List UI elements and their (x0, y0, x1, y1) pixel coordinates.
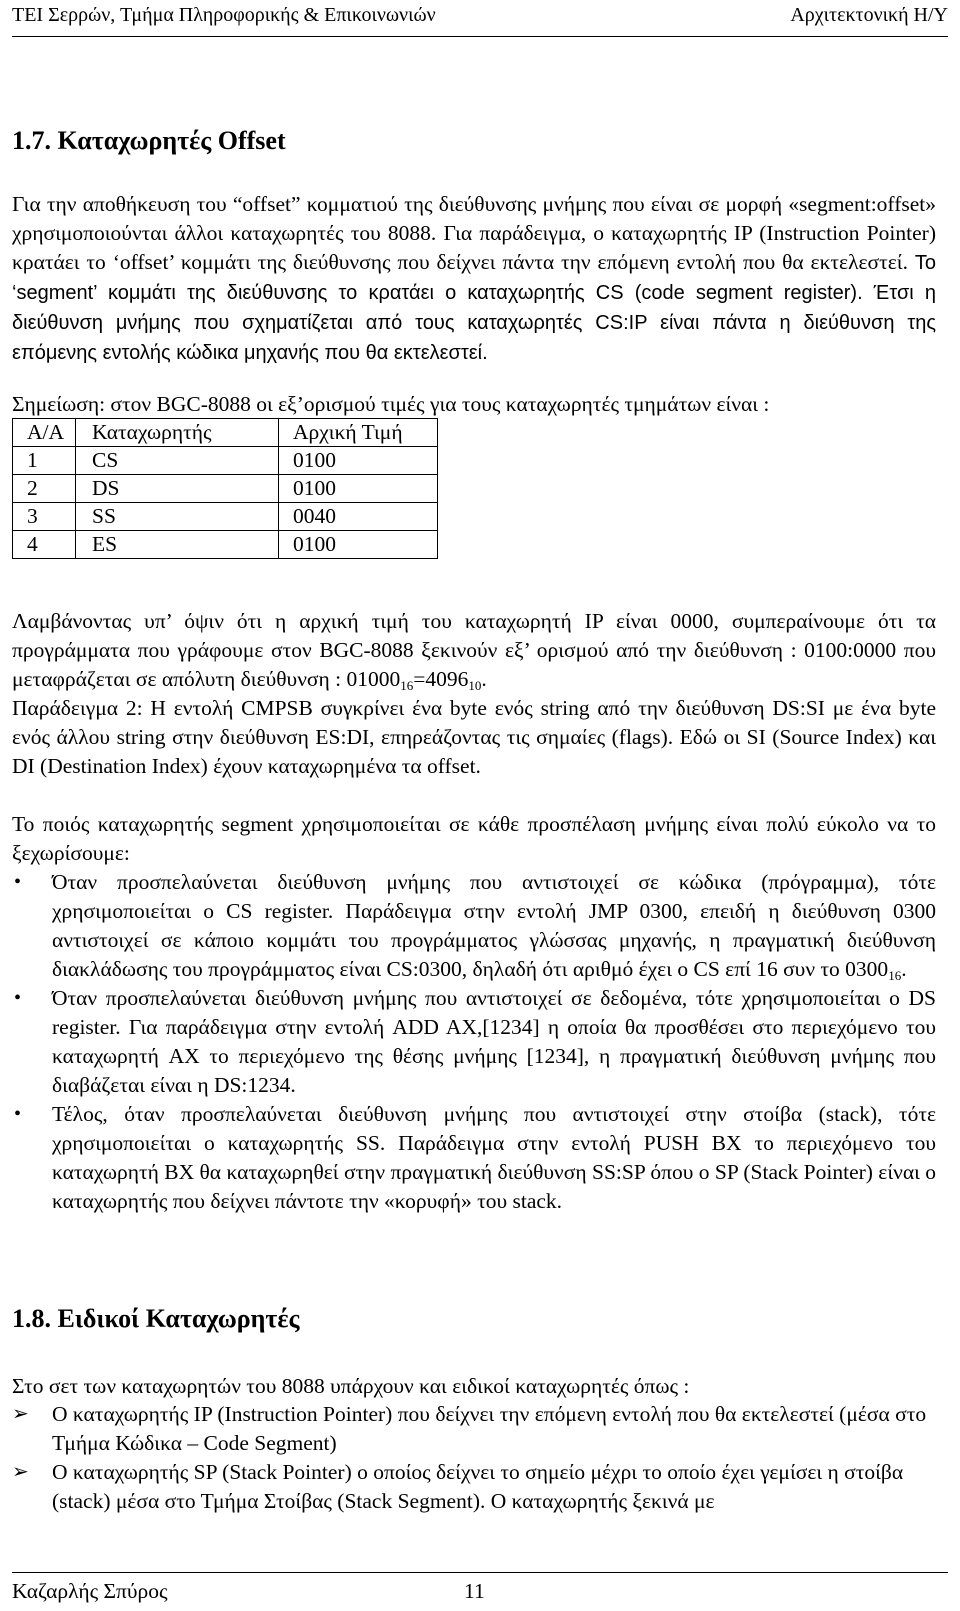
page-number: 11 (464, 1579, 485, 1603)
page-footer (12, 1572, 948, 1609)
table-row (13, 503, 438, 531)
table-cell-value: 0100 (279, 447, 438, 475)
table-cell-register: CS (76, 447, 279, 475)
table-cell-value: 0100 (279, 475, 438, 503)
table-cell-register: ES (76, 531, 279, 559)
table-cell-index: 3 (13, 503, 76, 531)
table-header-cell: Καταχωρητής (76, 419, 279, 447)
list-item (12, 1100, 936, 1216)
list-item (12, 1458, 936, 1516)
section-title-offset-registers: 1.7. Καταχωρητές Offset (12, 126, 286, 155)
list-item-text: Ο καταχωρητής SP (Stack Pointer) ο οποίος δείχνει το σημείο μέχρι το οποίο έχει γεμίσει η στοίβα (stack) μέσα στο Τμήμα Στοίβας (Stack Segment). Ο καταχωρητής ξεκινά με (52, 1460, 904, 1513)
table-header-cell: Α/Α (13, 419, 76, 447)
list-item-text: Ο καταχωρητής IP (Instruction Pointer) που δείχνει την επόμενη εντολή που θα εκτελεστεί (μέσα στο Τμήμα Κώδικα – Code Segment) (52, 1402, 927, 1455)
paragraph-example-cmpsb: Παράδειγμα 2: Η εντολή CMPSB συγκρίνει ένα byte ενός string από την διεύθυνση DS:SI με ένα byte ενός άλλου string στην διεύθυνση ES:DI, επηρεάζοντας τις σημαίες (flags). Εδώ οι SI (Source Index) και DI (Destination Index) έχουν καταχωρημένα τα offset. (12, 696, 936, 778)
table-cell-index: 2 (13, 475, 76, 503)
segment-register-table (12, 418, 438, 559)
table-cell-index: 4 (13, 531, 76, 559)
paragraph-ip-default (12, 607, 936, 694)
text-period: . (901, 957, 907, 981)
subscript-base10: 10 (468, 678, 482, 693)
sentence-cs: Το ‘segment’ κομμάτι της διεύθυνσης το κρατάει ο καταχωρητής CS (code segment register). (12, 252, 937, 304)
paragraph-special-intro: Στο σετ των καταχωρητών του 8088 υπάρχουν και ειδικοί καταχωρητές όπως : (12, 1374, 690, 1398)
bullet-icon: • (14, 871, 22, 893)
table-row (13, 475, 438, 503)
table-cell-value: 0100 (279, 531, 438, 559)
table-row (13, 531, 438, 559)
sentence-ip: Για παράδειγμα, ο καταχωρητής IP (Instruction Pointer) κρατάει το ‘offset’ κομμάτι της διεύθυνσης που δείχνει πάντα την επόμενη εντολή που θα εκτελεστεί. (12, 221, 936, 274)
special-registers-list (12, 1400, 936, 1516)
paragraph-segment-selection: Το ποιός καταχωρητής segment χρησιμοποιείται σε κάθε προσπέλαση μνήμης είναι πολύ εύκολο να το ξεχωρίσουμε: (12, 812, 936, 865)
list-item (12, 868, 936, 984)
text-ip-default: Λαμβάνοντας υπ’ όψιν ότι η αρχική τιμή του καταχωρητή IP είναι 0000, συμπεραίνουμε ότι τα προγράμματα που γράφουμε στον BGC-8088 ξεκινούν εξ’ ορισμού από την διεύθυνση : 0100:0000 που μεταφράζεται σε απόλυτη διεύθυνση : 01000 (12, 609, 936, 691)
table-header-cell: Αρχική Τιμή (279, 419, 438, 447)
table-header-row (13, 419, 438, 447)
arrow-bullet-icon: ➢ (12, 1403, 29, 1425)
text-decimal-eq: =4096 (413, 667, 469, 691)
list-item (12, 984, 936, 1100)
segment-usage-list (12, 868, 936, 1216)
table-row (13, 447, 438, 475)
subscript-base16: 16 (400, 678, 414, 693)
arrow-bullet-icon: ➢ (12, 1461, 29, 1483)
bullet-icon: • (14, 1103, 22, 1125)
subscript-base16: 16 (888, 968, 902, 983)
note-default-values: Σημείωση: στον BGC-8088 οι εξ’ορισμού τιμές για τους καταχωρητές τμημάτων είναι : (12, 392, 770, 416)
table-cell-register: SS (76, 503, 279, 531)
table-cell-index: 1 (13, 447, 76, 475)
bullet-icon: • (14, 987, 22, 1009)
list-item-text: Τέλος, όταν προσπελαύνεται διεύθυνση μνήμης που αντιστοιχεί στην στοίβα (stack), τότε χρησιμοποιείται ο καταχωρητής SS. Παράδειγμα στην εντολή PUSH BX το περιεχόμενο του καταχωρητή BX θα καταχωρηθεί στην πραγματική διεύθυνση SS:SP όπου ο SP (Stack Pointer) είναι ο καταχωρητής που δείχνει πάντοτε την «κορυφή» του stack. (52, 1102, 937, 1213)
sentence-offset: Για την αποθήκευση του “offset” κομματιού της διεύθυνσης μνήμης που είναι σε μορφή «segment:offset» χρησιμοποιούνται άλλοι καταχωρητές του 8088. (12, 192, 936, 245)
header-institution: ΤΕΙ Σερρών, Τμήμα Πληροφορικής & Επικοινωνιών (12, 4, 436, 26)
list-item (12, 1400, 936, 1458)
header-course: Αρχιτεκτονική Η/Υ (790, 4, 948, 26)
table-cell-register: DS (76, 475, 279, 503)
page-header (12, 4, 948, 37)
list-item-text: Όταν προσπελαύνεται διεύθυνση μνήμης που αντιστοιχεί σε δεδομένα, τότε χρησιμοποιείται ο DS register. Για παράδειγμα στην εντολή ADD AX,[1234] η οποία θα προσθέσει στο περιεχόμενο του καταχωρητή AX το περιεχόμενο της θέσης μνήμης [1234], η πραγματική διεύθυνση μνήμης που διαβάζεται είναι η DS:1234. (52, 986, 936, 1097)
paragraph-offset-intro (12, 190, 936, 368)
text-period: . (481, 667, 487, 691)
list-item-text: Όταν προσπελαύνεται διεύθυνση μνήμης που αντιστοιχεί σε κώδικα (πρόγραμμα), τότε χρησιμοποιείται ο CS register. Παράδειγμα στην εντολή JMP 0300, επειδή η διεύθυνση 0300 αντιστοιχεί σε κάποιο κομμάτι του προγράμματος γλώσσας μηχανής, η πραγματική διεύθυνση διακλάδωσης του προγράμματος είναι CS:0300, δηλαδή ότι αριθμό έχει ο CS επί 16 συν το 0300 (52, 870, 936, 981)
table-cell-value: 0040 (279, 503, 438, 531)
sentence-csip: Έτσι η διεύθυνση μνήμης που σχηματίζεται από τους καταχωρητές CS:IP είναι πάντα η διεύθυνση της επόμενης εντολής κώδικα μηχανής που θα εκτελεστεί. (12, 282, 937, 364)
section-title-special-registers: 1.8. Ειδικοί Καταχωρητές (12, 1304, 300, 1333)
footer-author: Καζαρλής Σπύρος (12, 1579, 168, 1603)
